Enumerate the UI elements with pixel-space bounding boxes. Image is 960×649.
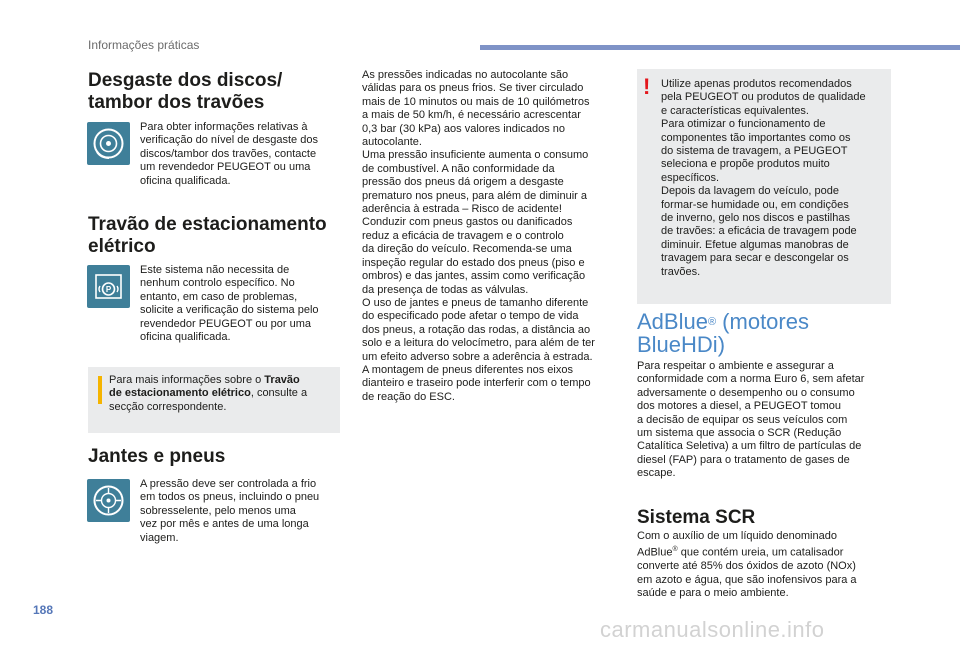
info-icon [98, 376, 102, 404]
tyre-pressure-text: As pressões indicadas no autocolante são válidas para os pneus frios. Se tiver circulado mais de 10 minutos ou mais de 10 quilómetros a mais de 50 km/h, é necessário acrescentar 0,3 bar (30 kPa) aos valores indicados no autocolante. Uma pressão insuficiente aumenta o consumo de combustível. A não conformidade da pressão dos pneus dá origem a desgaste prematuro nos pneus, para além de diminuir a aderência à estrada – Risco de acidente! Conduzir com pneus gastos ou danificados reduz a eficácia de travagem e o controlo da direção do veículo. Recomenda-se uma inspeção regular do estado dos pneus (piso e ombros) e das jantes, assim como verificação da presença de todas as válvulas. O uso de jantes e pneus de tamanho diferente do especificado pode afetar o tempo de vida dos pneus, a rotação das rodas, a distância ao solo e a leitura do velocímetro, para além de ter um efeito adverso sobre a aderência à estrada. A montagem de pneus diferentes nos eixos dianteiro e traseiro pode interferir com o tempo de reação do ESC. [362, 69, 595, 403]
parking-brake-icon [87, 265, 130, 308]
adblue-title: AdBlue® (motores BlueHDi) [637, 309, 809, 357]
scr-system-title: Sistema SCR [637, 507, 756, 528]
info-note-box [88, 367, 340, 433]
header-accent-bar [480, 45, 960, 50]
adblue-text: Para respeitar o ambiente e assegurar a conformidade com a norma Euro 6, sem afetar adversamente o desempenho ou o consumo dos motores a diesel, a PEUGEOT tomou a decisão de equipar os seus veículos com um sistema que associa o SCR (Redução Catalítica Seletiva) a um filtro de partículas de diesel (FAP) para o tratamento de gases de escape. [637, 360, 865, 480]
watermark: carmanualsonline.info [600, 617, 825, 642]
parking-brake-title: Travão de estacionamento elétrico [88, 214, 327, 257]
discs-wear-title: Desgaste dos discos/ tambor dos travões [88, 70, 283, 113]
svg-text:P: P [105, 285, 112, 294]
warning-icon: ! [643, 74, 651, 99]
wheel-tyre-icon [87, 479, 130, 522]
discs-wear-text: Para obter informações relativas à verificação do nível de desgaste dos discos/tambor dos travões, contacte um revendedor PEUGEOT ou uma oficina qualificada. [140, 121, 318, 187]
section-header-label: Informações práticas [88, 38, 200, 52]
scr-system-text: Com o auxílio de um líquido denominado AdBlue® que contém ureia, um catalisador converte até 85% dos óxidos de azoto (NOx) em azoto e água, que são inofensivos para a saúde e para o meio ambiente. [637, 530, 857, 600]
brake-disc-icon [87, 122, 130, 165]
info-note-text: Para mais informações sobre o Travão de estacionamento elétrico, consulte a secção correspondente. [109, 374, 308, 413]
parking-brake-text: Este sistema não necessita de nenhum controlo específico. No entanto, em caso de problemas, solicite a verificação do sistema pelo revendedor PEUGEOT ou por uma oficina qualificada. [140, 264, 319, 344]
page-number: 188 [33, 603, 54, 617]
warning-box [637, 69, 891, 304]
tyres-text: A pressão deve ser controlada a frio em todos os pneus, incluindo o pneu sobresselente, pelo menos uma vez por mês e antes de uma longa viagem. [140, 478, 320, 544]
warning-text: Utilize apenas produtos recomendados pela PEUGEOT ou produtos de qualidade e características equivalentes. Para otimizar o funcionamento de componentes tão importantes como os do sistema de travagem, a PEUGEOT seleciona e propõe produtos muito específicos. Depois da lavagem do veículo, pode formar-se humidade ou, em condições de inverno, gelo nos discos e pastilhas de travões: a eficácia de travagem pode diminuir. Efetue algumas manobras de travagem para secar e descongelar os travões. [661, 78, 866, 278]
tyres-title: Jantes e pneus [88, 446, 226, 467]
